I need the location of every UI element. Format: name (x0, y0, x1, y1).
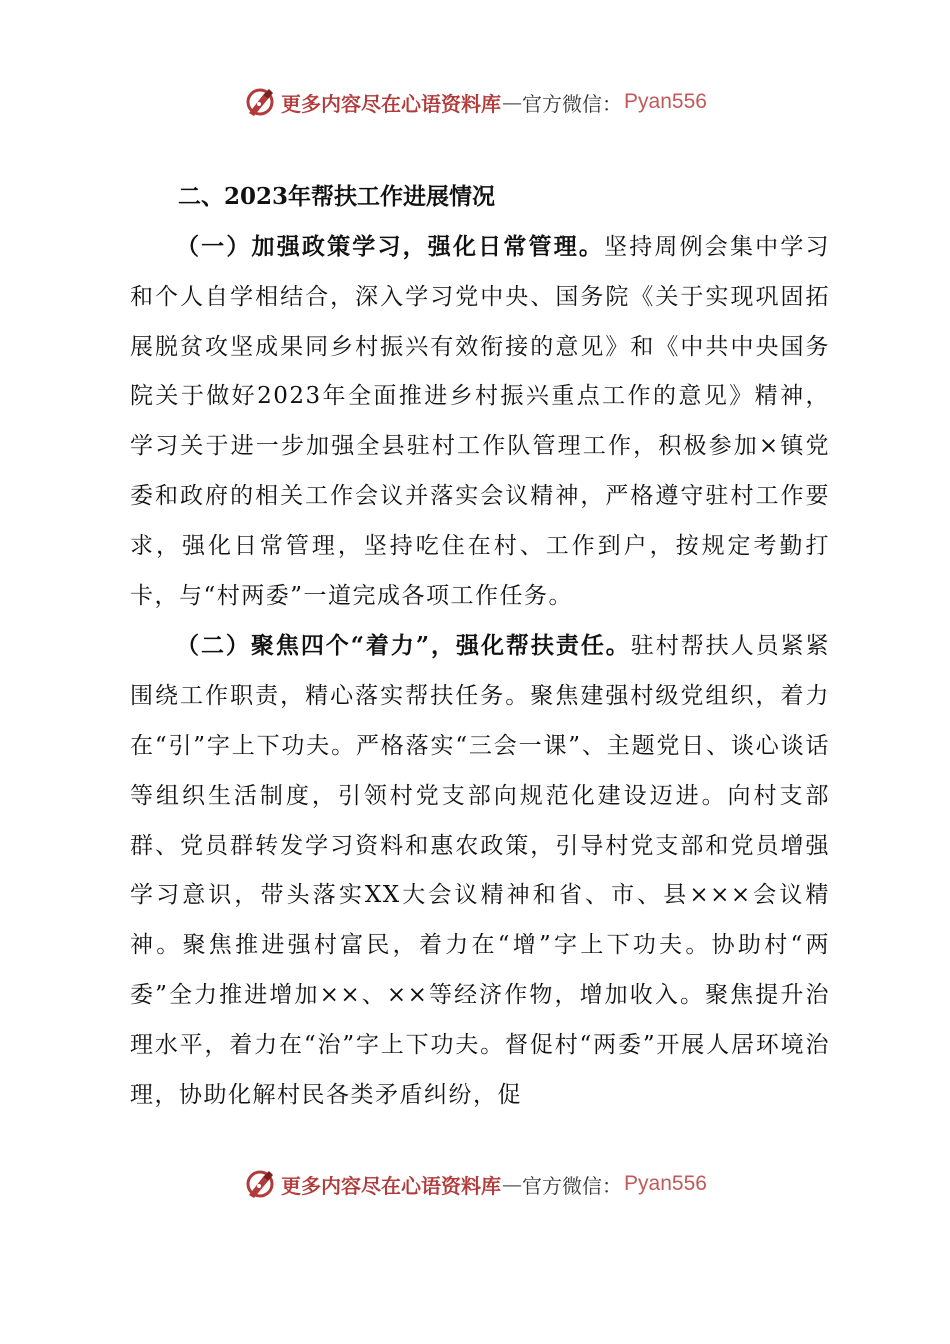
promo-text: 更多内容尽在心语资料库 (281, 91, 502, 116)
footer-banner (0, 1162, 950, 1206)
paragraph-1-lead: （一）加强政策学习，强化日常管理。 (176, 233, 605, 260)
banner-separator: — (502, 1172, 522, 1196)
paragraph-2 (130, 621, 830, 1120)
paragraph-1 (130, 222, 830, 621)
paragraph-1-body: 坚持周例会集中学习和个人自学相结合，深入学习党中央、国务院《关于实现巩固拓展脱贫攻坚成果同乡村振兴有效衔接的意见》和《中共中央国务院关于做好2023年全面推进乡村振兴重点工作的意见》精神，学习关于进一步加强全县驻村工作队管理工作，积极参加×镇党委和政府的相关工作会议并落实会议精神，严格遵守驻村工作要求，强化日常管理，坚持吃住在村、工作到户，按规定考勤打卡，与“村两委”一道完成各项工作任务。 (130, 234, 831, 609)
promo-text: 更多内容尽在心语资料库 (281, 1173, 502, 1198)
paragraph-2-body: 驻村帮扶人员紧紧围绕工作职责，精心落实帮扶任务。聚焦建强村级党组织，着力在“引”字上下功夫。严格落实“三会一课”、主题党日、谈心谈话等组织生活制度，引领村党支部向规范化建设迈进。向村支部群、党员群转发学习资料和惠农政策，引导村党支部和党员增强学习意识，带头落实XX大会议精神和省、市、县×××会议精神。聚焦推进强村富民，着力在“增”字上下功夫。协助村“两委”全力推进增加××、××等经济作物，增加收入。聚焦提升治理水平，着力在“治”字上下功夫。督促村“两委”开展人居环境治理，协助化解村民各类矛盾纠纷，促 (130, 633, 831, 1108)
wechat-label: 官方微信： (522, 91, 623, 116)
wechat-id: Pyan556 (624, 90, 707, 113)
pen-logo-icon (243, 85, 277, 119)
document-body (130, 172, 830, 1120)
section-heading: 二、2023年帮扶工作进展情况 (178, 183, 496, 210)
banner-separator: — (502, 90, 522, 114)
wechat-label: 官方微信： (522, 1173, 623, 1198)
header-banner (0, 80, 950, 124)
pen-logo-icon (243, 1167, 277, 1201)
paragraph-2-lead: （二）聚焦四个“着力”，强化帮扶责任。 (176, 632, 631, 660)
wechat-id: Pyan556 (624, 1172, 707, 1195)
